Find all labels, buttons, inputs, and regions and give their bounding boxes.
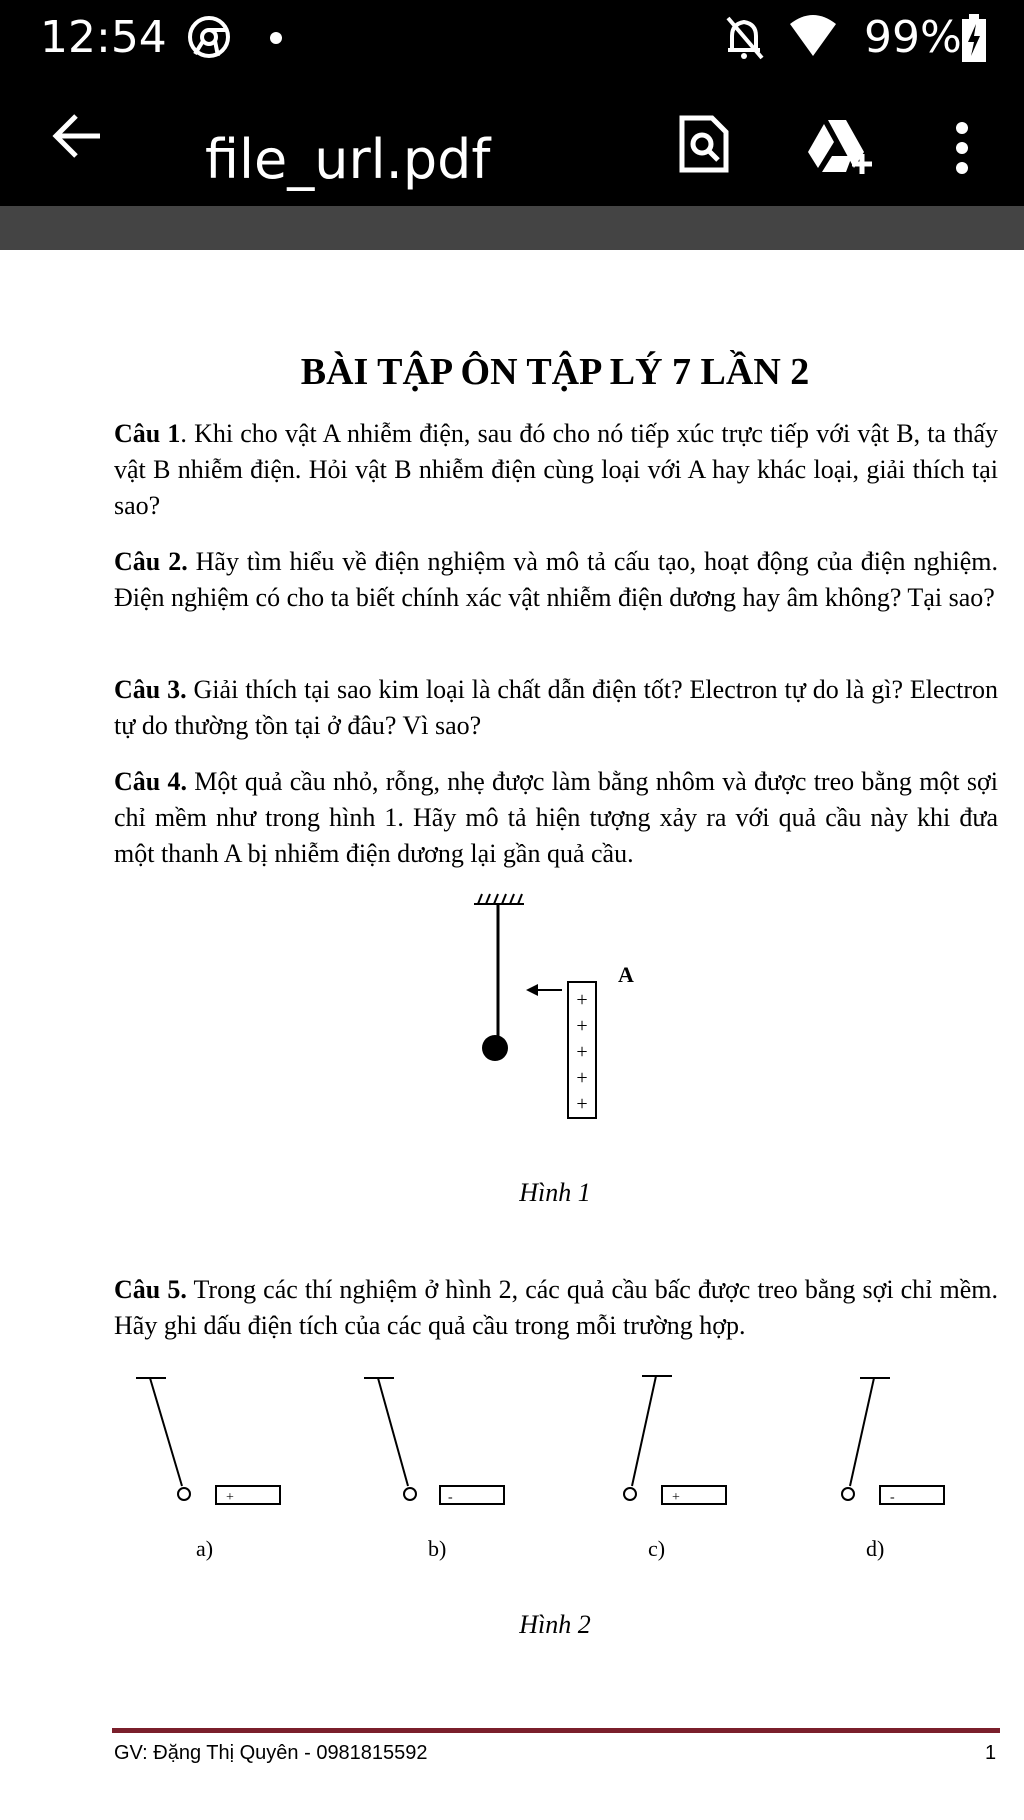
figure-2: [120, 1370, 980, 1570]
status-bar: [0, 0, 1024, 80]
panel-label: c): [648, 1536, 666, 1561]
question-2: [114, 544, 998, 616]
charge-sign: +: [576, 1067, 588, 1089]
panel-label: b): [428, 1536, 447, 1561]
figure-2-panel-c: [624, 1376, 726, 1561]
status-time: 12:54: [40, 12, 167, 63]
rod-label-A: A: [618, 962, 634, 987]
battery-charging-icon: [962, 14, 986, 62]
question-3: [114, 672, 998, 744]
question-label: Câu 2.: [114, 547, 188, 576]
more-vert-icon[interactable]: [950, 120, 974, 176]
document-title: BÀI TẬP ÔN TẬP LÝ 7 LẦN 2: [300, 351, 810, 393]
figure-2-caption: Hình 2: [519, 1610, 591, 1639]
question-text: Giải thích tại sao kim loại là chất dẫn điện tốt? Electron tự do là gì? Electron tự do thường tồn tại ở đâu? Vì sao?: [114, 675, 998, 740]
chrome-icon: [188, 16, 230, 58]
wifi-icon: [788, 14, 838, 58]
app-bar: [0, 80, 1024, 206]
footer-author: GV: Đặng Thị Quyên - 0981815592: [114, 1742, 428, 1764]
pdf-page[interactable]: [0, 250, 1024, 1820]
question-label: Câu 3.: [114, 675, 187, 704]
back-arrow-icon[interactable]: [52, 110, 104, 162]
rod-sign: -: [890, 1490, 895, 1505]
charge-sign: +: [576, 1015, 588, 1037]
figure-1-caption: Hình 1: [519, 1178, 591, 1207]
file-title: file_url.pdf: [205, 128, 491, 191]
drive-add-icon[interactable]: [806, 116, 876, 176]
bell-off-icon: [722, 14, 766, 62]
footer-divider: [112, 1728, 1000, 1733]
rod-sign: -: [448, 1490, 453, 1505]
question-text: . Khi cho vật A nhiễm điện, sau đó cho nó tiếp xúc trực tiếp với vật B, ta thấy vật B nhiễm điện. Hỏi vật B nhiễm điện cùng loại với A hay khác loại, giải thích tại sao?: [114, 419, 998, 520]
figure-1: [450, 890, 670, 1150]
question-1: [114, 416, 998, 524]
question-text: Một quả cầu nhỏ, rỗng, nhẹ được làm bằng nhôm và được treo bằng một sợi chỉ mềm như trong hình 1. Hãy mô tả hiện tượng xảy ra với quả cầu này khi đưa một thanh A bị nhiễm điện dương lại gần quả cầu.: [114, 767, 998, 868]
figure-2-panel-a: [136, 1378, 280, 1561]
charge-sign: +: [576, 1041, 588, 1063]
question-label: Câu 4.: [114, 767, 188, 796]
panel-label: a): [196, 1536, 214, 1561]
toolbar-shadow: [0, 206, 1024, 250]
battery-percent: 99%: [864, 12, 962, 63]
notification-dot: [270, 32, 282, 44]
figure-2-panel-d: [842, 1378, 944, 1561]
question-text: Trong các thí nghiệm ở hình 2, các quả cầu bấc được treo bằng sợi chỉ mềm. Hãy ghi dấu điện tích của các quả cầu trong mỗi trường hợp.: [114, 1275, 998, 1340]
question-text: Hãy tìm hiểu về điện nghiệm và mô tả cấu tạo, hoạt động của điện nghiệm. Điện nghiệm có cho ta biết chính xác vật nhiễm điện dương hay âm không? Tại sao?: [114, 547, 998, 612]
figure-2-panel-b: [364, 1378, 504, 1561]
question-label: Câu 1: [114, 419, 181, 448]
charge-sign: +: [576, 1093, 588, 1115]
rod-sign: +: [672, 1490, 680, 1505]
charge-sign: +: [576, 989, 588, 1011]
question-label: Câu 5.: [114, 1275, 187, 1304]
footer-page-number: 1: [985, 1742, 997, 1764]
ball: [482, 1035, 508, 1061]
question-4: [114, 764, 998, 872]
find-in-page-icon[interactable]: [678, 114, 730, 174]
panel-label: d): [866, 1536, 885, 1561]
rod-sign: +: [226, 1490, 234, 1505]
question-5: [114, 1272, 998, 1344]
